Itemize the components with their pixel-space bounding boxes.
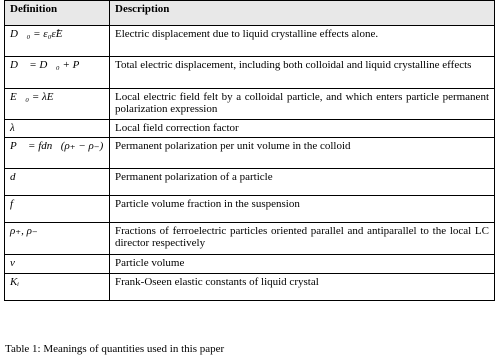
definition-cell: λ (5, 120, 110, 138)
table-row (5, 196, 495, 223)
description-cell: Permanent polarization per unit volume in the colloid (110, 138, 495, 169)
table-row (5, 26, 495, 57)
definition-cell: f (5, 196, 110, 223)
table-header-row (5, 1, 495, 26)
definitions-table (4, 0, 495, 301)
definition-cell: ρ₊, ρ₋ (5, 223, 110, 255)
table-row (5, 138, 495, 169)
definition-cell: P⃗ = fdn⃗(ρ₊ − ρ₋) (5, 138, 110, 169)
description-cell: Particle volume (110, 255, 495, 274)
description-cell: Frank-Oseen elastic constants of liquid crystal (110, 274, 495, 301)
description-cell: Fractions of ferroelectric particles oriented parallel and antiparallel to the local LC director respectively (110, 223, 495, 255)
description-cell: Permanent polarization of a particle (110, 169, 495, 196)
definition-cell: d (5, 169, 110, 196)
table-row (5, 169, 495, 196)
table-row (5, 89, 495, 120)
table-row (5, 274, 495, 301)
definition-cell: v (5, 255, 110, 274)
definition-cell: E⃗₀ = λE⃗ (5, 89, 110, 120)
table-caption: Table 1: Meanings of quantities used in this paper (5, 343, 225, 355)
description-cell: Electric displacement due to liquid crystalline effects alone. (110, 26, 495, 57)
description-cell: Total electric displacement, including both colloidal and liquid crystalline effects (110, 57, 495, 89)
header-description: Description (110, 1, 495, 26)
definition-cell: D⃗₀ = ε₀ε̂E⃗ (5, 26, 110, 57)
description-cell: Local field correction factor (110, 120, 495, 138)
table-row (5, 120, 495, 138)
description-cell: Particle volume fraction in the suspension (110, 196, 495, 223)
table-row (5, 223, 495, 255)
definition-cell: D⃗ = D⃗₀ + P⃗ (5, 57, 110, 89)
description-cell: Local electric field felt by a colloidal particle, and which enters particle permanent polarization expression (110, 89, 495, 120)
table-row (5, 255, 495, 274)
definition-cell: Kᵢ (5, 274, 110, 301)
table-row (5, 57, 495, 89)
header-definition: Definition (5, 1, 110, 26)
